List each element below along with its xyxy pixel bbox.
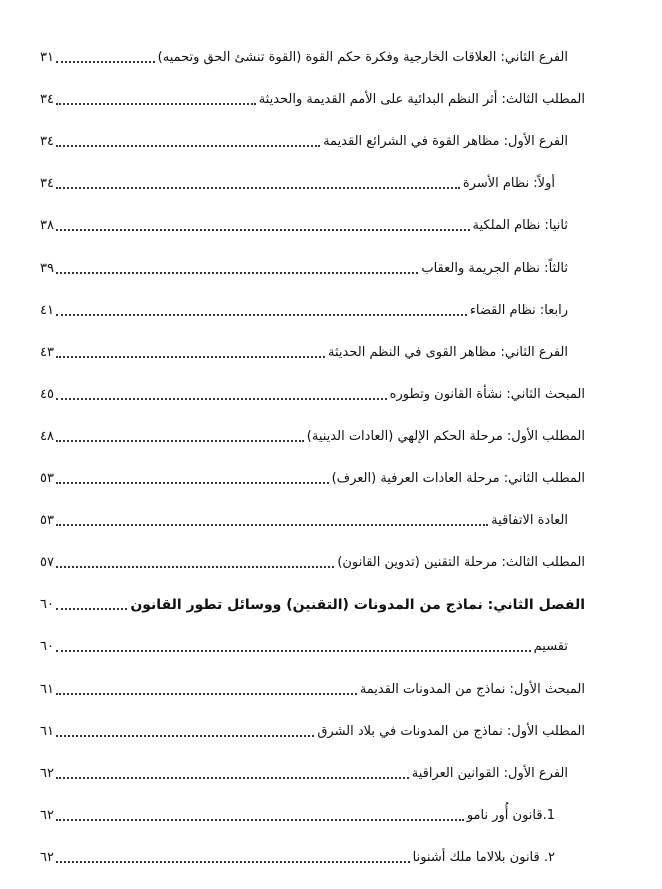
toc-entry: [40, 805, 555, 827]
toc-entry-title: المبحث الأول: نماذج من المدونات القديمة: [359, 681, 585, 697]
toc-entry: [40, 47, 568, 69]
dot-leader: [56, 650, 531, 652]
toc-entry-title: ثانيا: نظام الملكية: [472, 218, 568, 234]
toc-entry: [40, 763, 568, 785]
dot-leader: [56, 777, 409, 779]
dot-leader: [56, 735, 314, 737]
toc-entry-title: تقسيم: [533, 639, 568, 655]
toc-entry-title: المطلب الثالث: مرحلة التقنين (تدوين القانون): [337, 555, 585, 571]
dot-leader: [56, 482, 329, 484]
toc-entry-title: الفرع الثاني: العلاقات الخارجية وفكرة حكم القوة (القوة تنشئ الحق وتحميه): [157, 50, 568, 65]
toc-entry-title: المطلب الثالث: أثر النظم البدائية على الأمم القديمة والحديثة: [258, 92, 585, 108]
toc-entry-title: ٢. قانون بلالاما ملك أشنونا: [412, 849, 555, 865]
toc-entry-title: أولاً: نظام الأسرة: [462, 176, 555, 192]
toc-entry-page: ٦٢: [40, 807, 54, 823]
toc-entry-page: ٦١: [40, 681, 54, 697]
toc-entry: [40, 636, 568, 658]
toc-entry: [40, 258, 568, 280]
toc-entry: [40, 679, 585, 701]
dot-leader: [56, 314, 467, 316]
toc-entry-title: المبحث الثاني: نشأة القانون وتطوره: [389, 386, 585, 402]
toc-entry-page: ٦٠: [40, 639, 54, 655]
dot-leader: [56, 272, 418, 274]
toc-entry: [40, 89, 585, 111]
dot-leader: [56, 524, 488, 526]
toc-entry-title: الفرع الأول: القوانين العراقية: [411, 765, 568, 781]
dot-leader: [56, 229, 470, 231]
toc-entry-page: ٥٣: [40, 471, 54, 486]
toc-entry-title: المطلب الأول: مرحلة الحكم الإلهي (العادات الدينية): [306, 428, 585, 444]
dot-leader: [56, 566, 334, 568]
dot-leader: [56, 608, 127, 610]
toc-entry: [40, 384, 585, 406]
toc-entry-title: المطلب الأول: نماذج من المدونات في بلاد الشرق: [317, 723, 585, 739]
toc-entry: [40, 847, 555, 869]
toc-entry-title: ثالثاً: نظام الجريمة والعقاب: [421, 260, 568, 276]
dot-leader: [56, 356, 325, 358]
toc-entry-title: الفصل الثاني: نماذج من المدونات (التقنين) ووسائل تطور القانون: [130, 597, 585, 614]
toc-entry-title: الفرع الأول: مظاهر القوة في الشرائع القديمة: [323, 134, 568, 150]
toc-entry: [40, 300, 568, 322]
dot-leader: [56, 693, 357, 695]
toc-entry-page: ٥٣: [40, 513, 54, 529]
toc-entry-page: ٣٩: [40, 260, 54, 276]
toc-entry-page: ٦٢: [40, 765, 54, 781]
toc-entry-page: ٣٨: [40, 218, 54, 234]
toc-entry-title: الفرع الثاني: مظاهر القوى في النظم الحديثة: [328, 344, 568, 360]
toc-entry: [40, 342, 568, 364]
toc-entry-page: ٤٥: [40, 386, 54, 402]
toc-entry-page: ٥٧: [40, 555, 54, 571]
toc-entry: [40, 131, 568, 153]
toc-entry-page: ٤١: [40, 302, 54, 318]
dot-leader: [56, 819, 464, 821]
toc-entry-title: المطلب الثاني: مرحلة العادات العرفية (العرف): [331, 471, 585, 486]
toc-entry-page: ٤٨: [40, 428, 54, 444]
toc-entry: [40, 173, 555, 195]
toc-entry: [40, 721, 585, 743]
toc-entry-page: ٦١: [40, 723, 54, 739]
toc-entry: [40, 594, 585, 616]
toc-entry: [40, 552, 585, 574]
dot-leader: [56, 103, 256, 105]
toc-entry-title: العادة الاتفاقية: [491, 513, 568, 529]
dot-leader: [56, 398, 387, 400]
toc-entry-page: ٦٢: [40, 849, 54, 865]
toc-entry-page: ٣٤: [40, 92, 54, 108]
toc-entry: [40, 510, 568, 532]
toc-entry: [40, 215, 568, 237]
dot-leader: [56, 187, 460, 189]
toc-entry-page: ٣٤: [40, 176, 54, 192]
toc-entry: [40, 468, 585, 490]
toc-entry-page: ٤٣: [40, 344, 54, 360]
toc-entry: [40, 426, 585, 448]
dot-leader: [56, 861, 410, 863]
toc-entry-title: 1.قانون أُور نامو: [466, 807, 555, 823]
toc-entry-title: رابعا: نظام القضاء: [469, 302, 568, 318]
toc-entry-page: ٦٠: [40, 597, 54, 613]
toc-entry-page: ٣٤: [40, 134, 54, 150]
dot-leader: [56, 440, 304, 442]
dot-leader: [56, 145, 320, 147]
dot-leader: [56, 61, 155, 63]
toc-entry-page: ٣١: [40, 50, 54, 65]
